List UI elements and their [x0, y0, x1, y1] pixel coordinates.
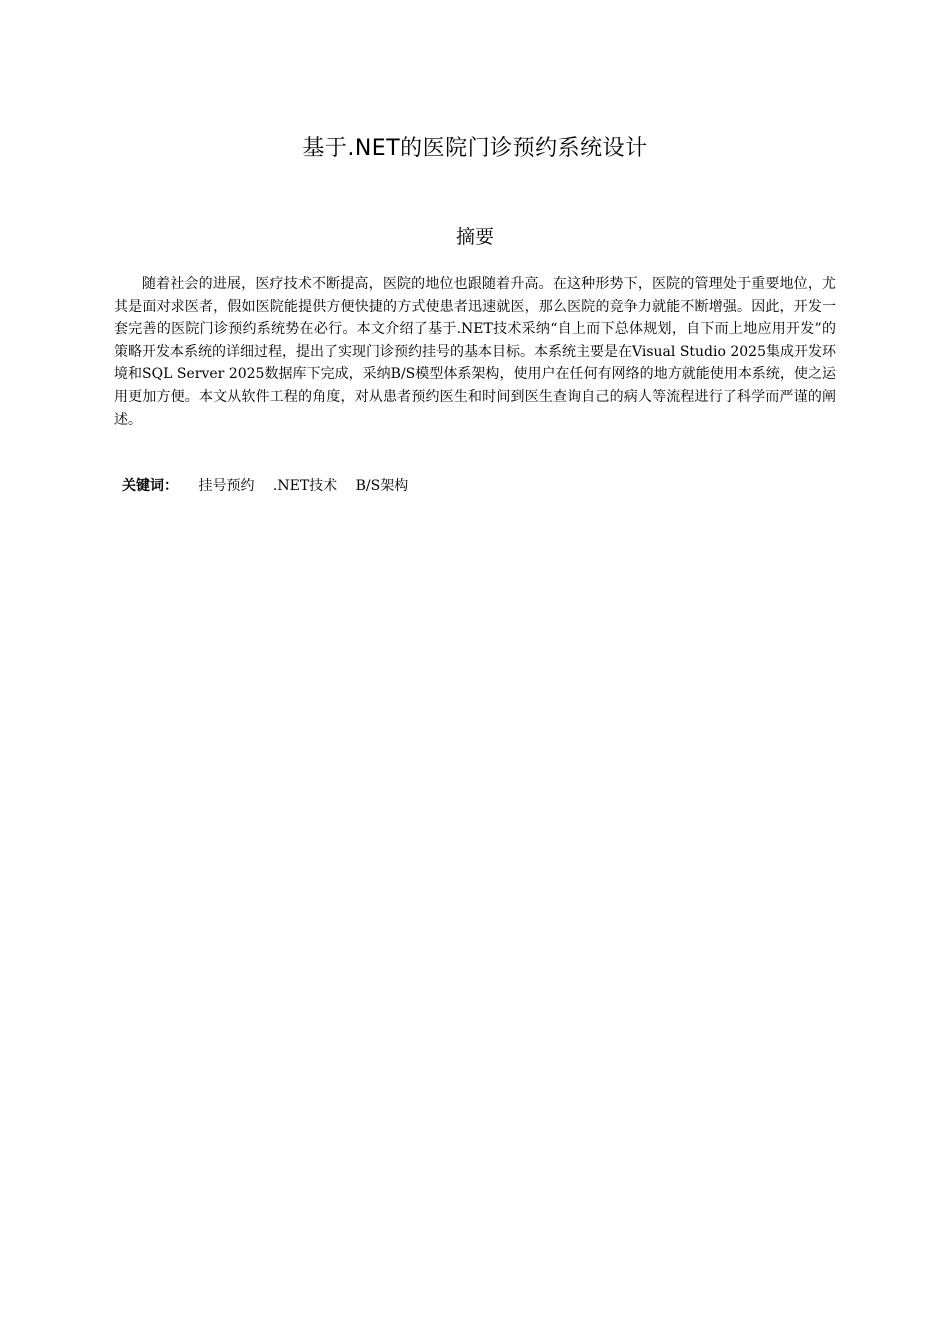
keywords-line	[122, 475, 422, 497]
keyword-item: 挂号预约	[198, 478, 255, 494]
keywords-label: 关键词：	[122, 478, 178, 494]
abstract-body: 随着社会的进展，医疗技术不断提高，医院的地位也跟随着升高。在这种形势下，医院的管理处于重要地位，尤其是面对求医者，假如医院能提供方便快捷的方式使患者迅速就医，那么医院的竞争力就能不断增强。因此，开发一套完善的医院门诊预约系统势在必行。本文介绍了基于.NET技术采纳“自上而下总体规划，自下而上地应用开发”的策略开发本系统的详细过程，提出了实现门诊预约挂号的基本目标。本系统主要是在Visual Studio 2025集成开发环境和SQL Server 2025数据库下完成，采纳B/S模型体系架构，使用户在任何有网络的地方就能使用本系统，使之运用更加方便。本文从软件工程的角度，对从患者预约医生和时间到医生查询自己的病人等流程进行了科学而严谨的阐述。	[114, 276, 836, 428]
keyword-item: .NET技术	[272, 478, 338, 494]
keyword-item: B/S架构	[355, 478, 409, 494]
document-title: 基于.NET的医院门诊预约系统设计	[302, 136, 648, 161]
abstract-heading: 摘要	[455, 226, 494, 248]
